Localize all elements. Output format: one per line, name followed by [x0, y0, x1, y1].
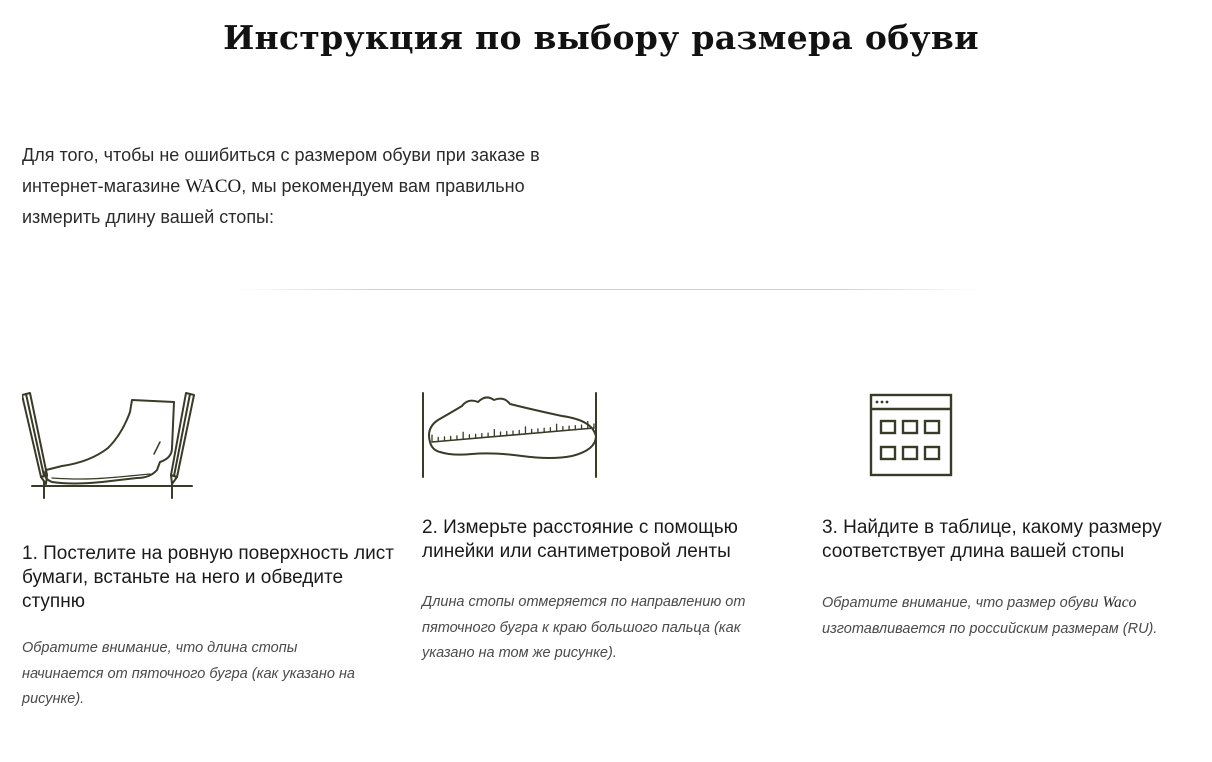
- step-2: [422, 390, 792, 690]
- step-1-note: Обратите внимание, что длина стопы начинается от пяточного бугра (как указано на рисунке).: [22, 640, 355, 707]
- section-divider: [235, 289, 980, 290]
- foot-outline-icon: [22, 390, 202, 506]
- step-3-note-end: изготавливается по российским размерам (RU).: [822, 620, 1158, 637]
- step-1-title: 1. Постелите на ровную поверхность лист бумаги, встаньте на него и обведите ступню: [22, 543, 394, 612]
- step-3-note-start: Обратите внимание, что размер обуви: [822, 595, 1103, 611]
- step-2-title: 2. Измерьте расстояние с помощью линейки или сантиметровой ленты: [422, 517, 738, 562]
- intro-paragraph: [22, 140, 602, 233]
- step-3: [822, 390, 1192, 690]
- step-3-note-brand: Waco: [1102, 594, 1137, 611]
- size-table-icon: [869, 393, 953, 477]
- intro-text-start: Для того, чтобы не ошибиться с размером обуви при заказе в интернет-магазине: [22, 145, 540, 196]
- brand-name: WACO: [185, 176, 242, 197]
- step-3-title: 3. Найдите в таблице, какому размеру соответствует длина вашей стопы: [822, 517, 1162, 562]
- step-2-note: Длина стопы отмеряется по направлению от пяточного бугра к краю большого пальца (как указано на том же рисунке).: [422, 594, 746, 661]
- page-title: Инструкция по выбору размера обуви: [223, 18, 979, 57]
- foot-ruler-icon: [422, 390, 602, 480]
- step-3-note: [822, 590, 1182, 642]
- intro-text-end: , мы рекомендуем вам правильно измерить длину вашей стопы:: [22, 176, 525, 227]
- step-1: [22, 390, 394, 707]
